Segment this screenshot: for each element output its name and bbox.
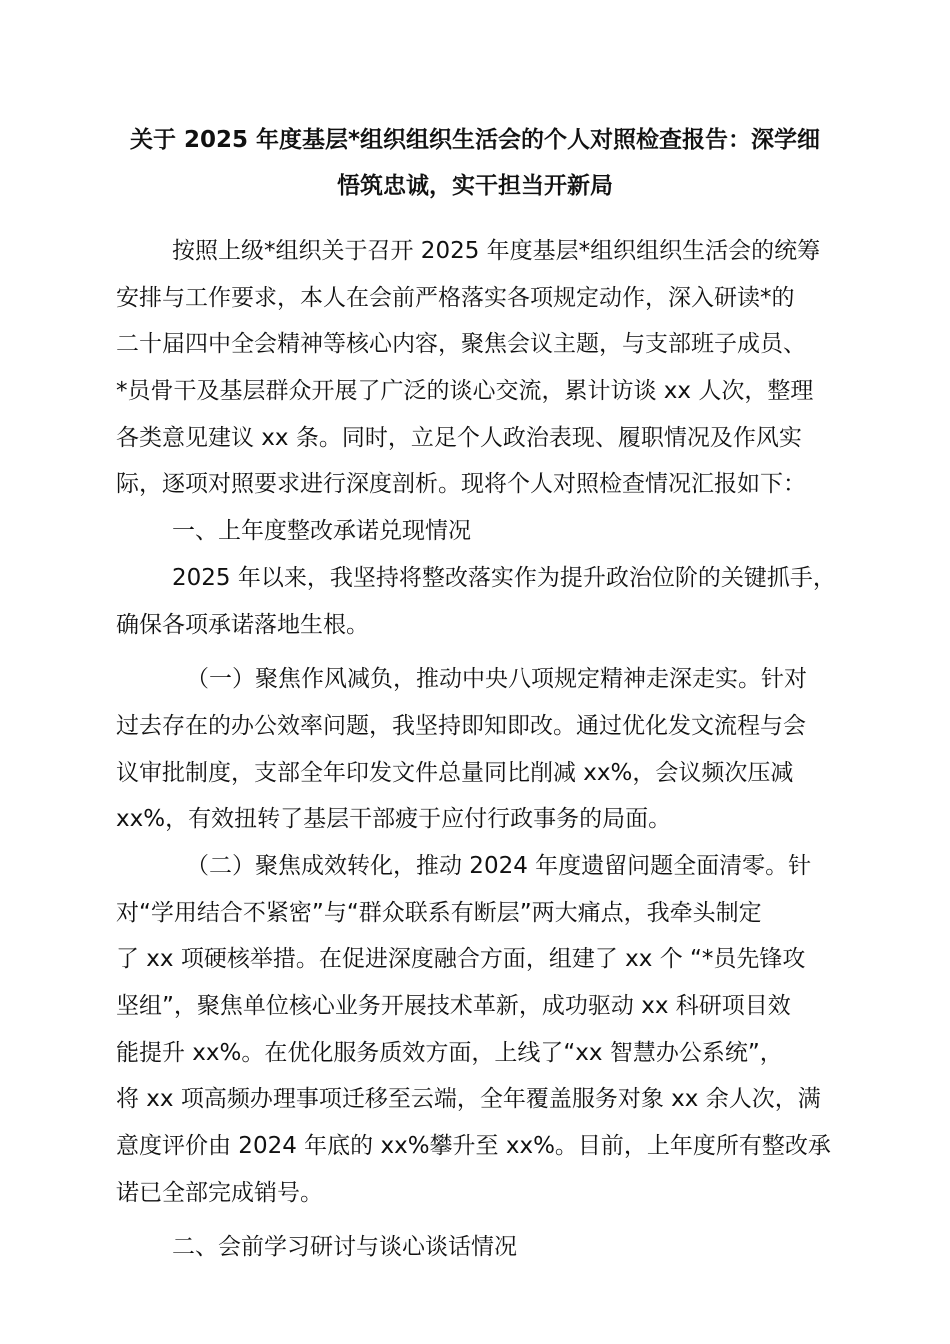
subsection-2-line: 了 xx 项硬核举措。在促进深度融合方面，组建了 xx 个 “*员先锋攻 <box>116 946 806 973</box>
subsection-2-line: 诺已全部完成销号。 <box>116 1179 323 1206</box>
paragraph-intro-line: *员骨干及基层群众开展了广泛的谈心交流，累计访谈 xx 人次，整理 <box>116 378 814 405</box>
paragraph-intro-line: 安排与工作要求，本人在会前严格落实各项规定动作，深入研读*的 <box>116 284 795 311</box>
document-title <box>100 117 850 209</box>
subsection-1-line: 过去存在的办公效率问题，我坚持即知即改。通过优化发文流程与会 <box>116 712 806 739</box>
subsection-2-line: 坚组”，聚焦单位核心业务开展技术革新，成功驱动 xx 科研项目效 <box>116 993 791 1019</box>
paragraph-intro-line: 际，逐项对照要求进行深度剖析。现将个人对照检查情况汇报如下： <box>116 471 806 498</box>
subsection-2-line: 将 xx 项高频办理事项迁移至云端，全年覆盖服务对象 xx 余人次，满 <box>116 1086 821 1113</box>
subsection-2-line: 能提升 xx%。在优化服务质效方面，上线了“xx 智慧办公系统”， <box>116 1039 783 1066</box>
paragraph-intro-line: 按照上级*组织关于召开 2025 年度基层*组织组织生活会的统筹 <box>172 238 821 264</box>
title-line: 关于 2025 年度基层*组织组织生活会的个人对照检查报告：深学细 <box>129 127 821 153</box>
section-heading-1: 一、上年度整改承诺兑现情况 <box>172 518 471 545</box>
paragraph-intro-line: 各类意见建议 xx 条。同时，立足个人政治表现、履职情况及作风实 <box>116 424 802 451</box>
subsection-2-line: 意度评价由 2024 年底的 xx%攀升至 xx%。目前，上年度所有整改承 <box>116 1133 831 1160</box>
document-body <box>116 228 846 1271</box>
subsection-1-line: xx%，有效扭转了基层干部疲于应付行政事务的局面。 <box>116 806 672 833</box>
paragraph-line: 确保各项承诺落地生根。 <box>116 611 369 638</box>
subsection-1-line: （一）聚焦作风减负，推动中央八项规定精神走深走实。针对 <box>186 666 807 693</box>
title-line: 悟筑忠诚，实干担当开新局 <box>337 173 613 199</box>
paragraph-intro-line: 二十届四中全会精神等核心内容，聚焦会议主题，与支部班子成员、 <box>116 331 806 358</box>
subsection-2-line: （二）聚焦成效转化，推动 2024 年度遗留问题全面清零。针 <box>186 852 812 879</box>
section-heading-2: 二、会前学习研讨与谈心谈话情况 <box>172 1234 517 1261</box>
paragraph-line: 2025 年以来，我坚持将整改落实作为提升政治位阶的关键抓手， <box>172 564 836 591</box>
subsection-2-line: 对“学用结合不紧密”与“群众联系有断层”两大痛点，我牵头制定 <box>116 899 762 926</box>
subsection-1-line: 议审批制度，支部全年印发文件总量同比削减 xx%，会议频次压减 <box>116 759 794 786</box>
